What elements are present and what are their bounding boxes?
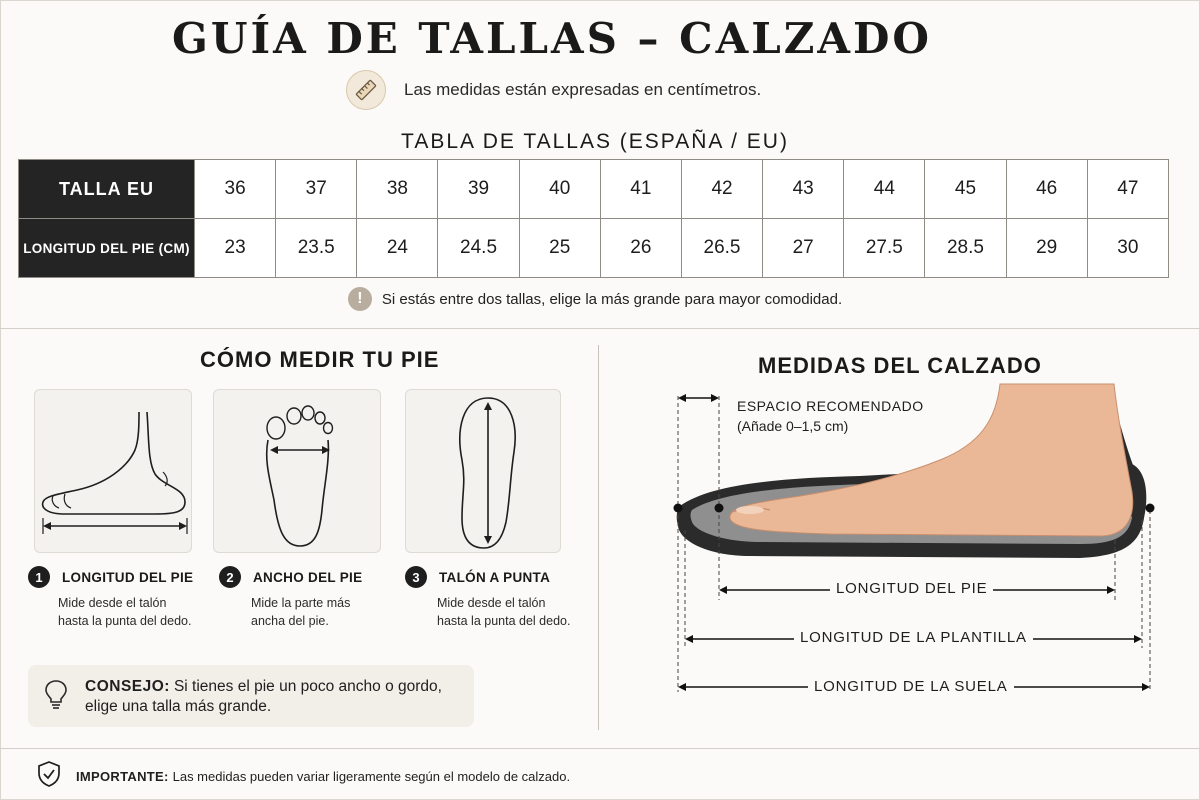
illustration-foot-length	[34, 389, 192, 553]
table-cell: 27.5	[844, 219, 925, 278]
table-cell: 40	[519, 160, 600, 219]
step-desc-line: Mide la parte más	[251, 596, 351, 610]
table-cell: 44	[844, 160, 925, 219]
step-desc-line: Mide desde el talón	[437, 596, 546, 610]
foot-top-icon	[214, 390, 382, 554]
step-2-description	[251, 594, 350, 630]
lightbulb-icon	[44, 679, 68, 714]
step-title: ANCHO DEL PIE	[253, 569, 363, 585]
size-note-text: Si estás entre dos tallas, elige la más grande para mayor comodidad.	[381, 290, 843, 308]
table-cell: 26.5	[681, 219, 762, 278]
table-cell: 36	[195, 160, 276, 219]
shoe-title: MEDIDAS DEL CALZADO	[758, 353, 1042, 378]
divider-vertical	[598, 345, 599, 730]
space-sublabel: (Añade 0–1,5 cm)	[737, 418, 849, 434]
table-cell: 26	[600, 219, 681, 278]
illustration-heel-to-toe	[405, 389, 561, 553]
step-desc-line: hasta la punta del dedo.	[437, 614, 571, 628]
step-desc-line: Mide desde el talón	[58, 596, 167, 610]
table-cell: 24.5	[438, 219, 519, 278]
step-2	[219, 566, 362, 588]
table-row-lengths	[19, 219, 1169, 278]
step-desc-line: hasta la punta del dedo.	[58, 614, 192, 628]
foot-side-icon	[35, 390, 193, 554]
footer	[36, 760, 570, 793]
toenail	[736, 506, 764, 514]
footer-label: IMPORTANTE:	[76, 769, 169, 784]
table-cell: 42	[681, 160, 762, 219]
table-cell: 23	[195, 219, 276, 278]
insole-length-label: LONGITUD DE LA PLANTILLA	[794, 629, 1033, 646]
footprint-icon	[406, 390, 562, 554]
step-1	[28, 566, 193, 588]
foot-length-label: LONGITUD DEL PIE	[830, 580, 993, 597]
row-header-length-label: LONGITUD DEL PIE	[23, 240, 155, 256]
table-cell: 28.5	[925, 219, 1006, 278]
step-number: 2	[219, 566, 241, 588]
step-title: LONGITUD DEL PIE	[62, 569, 194, 585]
row-header-length	[19, 219, 195, 278]
step-1-description	[58, 594, 191, 630]
step-title: TALÓN A PUNTA	[439, 569, 551, 585]
footer-body: Las medidas pueden variar ligeramente según el modelo de calzado.	[172, 769, 571, 784]
units-note	[346, 70, 761, 110]
table-title: TABLA DE TALLAS (ESPAÑA / EU)	[401, 130, 789, 153]
warning-icon: !	[348, 287, 372, 311]
divider	[0, 328, 1200, 329]
row-header-length-unit: (CM)	[158, 240, 190, 256]
table-cell: 37	[276, 160, 357, 219]
table-cell: 46	[1006, 160, 1087, 219]
shoe-diagram	[600, 380, 1200, 710]
table-cell: 38	[357, 160, 438, 219]
subtitle: Las medidas están expresadas en centímetros.	[404, 80, 762, 99]
space-label: ESPACIO RECOMENDADO	[737, 398, 924, 414]
table-cell: 47	[1087, 160, 1168, 219]
table-cell: 39	[438, 160, 519, 219]
table-cell: 24	[357, 219, 438, 278]
tip-body: Si tienes el pie un poco ancho o gordo, elige una talla más grande.	[85, 678, 442, 715]
table-cell: 27	[763, 219, 844, 278]
sole-length-label: LONGITUD DE LA SUELA	[808, 678, 1014, 695]
tip-text	[85, 677, 465, 717]
table-row-sizes	[19, 160, 1169, 219]
step-3	[405, 566, 550, 588]
table-cell: 29	[1006, 219, 1087, 278]
page-title: GUÍA DE TALLAS – CALZADO	[172, 14, 932, 63]
table-cell: 41	[600, 160, 681, 219]
table-cell: 30	[1087, 219, 1168, 278]
illustration-foot-width	[213, 389, 381, 553]
how-to-title: CÓMO MEDIR TU PIE	[200, 347, 440, 372]
divider	[0, 748, 1200, 749]
size-table	[18, 159, 1169, 278]
table-cell: 23.5	[276, 219, 357, 278]
row-header-size: TALLA EU	[19, 160, 195, 219]
footer-text	[76, 769, 570, 784]
table-cell: 25	[519, 219, 600, 278]
shield-check-icon	[36, 760, 62, 793]
size-note	[0, 287, 1190, 311]
step-number: 3	[405, 566, 427, 588]
table-cell: 43	[763, 160, 844, 219]
table-cell: 45	[925, 160, 1006, 219]
step-desc-line: ancha del pie.	[251, 614, 329, 628]
ruler-icon	[346, 70, 386, 110]
step-3-description	[437, 594, 570, 630]
step-number: 1	[28, 566, 50, 588]
tip-box	[28, 665, 474, 727]
tip-label: CONSEJO:	[85, 678, 170, 695]
